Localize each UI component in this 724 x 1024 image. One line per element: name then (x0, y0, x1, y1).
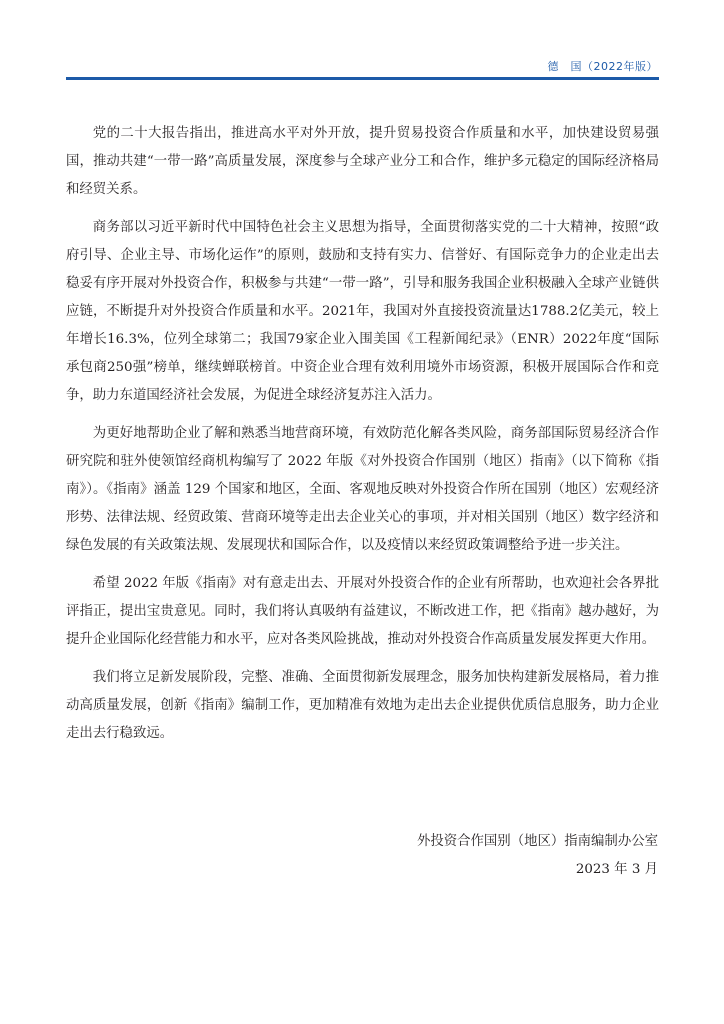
header-divider (66, 77, 659, 80)
signature-organization: 外投资合作国别（地区）指南编制办公室 (416, 834, 658, 849)
signature-date: 2023 年 3 月 (575, 862, 658, 877)
paragraph-2: 商务部以习近平新时代中国特色社会主义思想为指导，全面贯彻落实党的二十大精神，按照“政府引导、企业主导、市场化运作”的原则，鼓励和支持有实力、信誉好、有国际竞争力的企业走出去稳妥有序开展对外投资合作，积极参与共建“一带一路”，引导和服务我国企业积极融入全球产业链供应链，不断提升对外投资合作质量和水平。2021年，我国对外直接投资流量达1788.2亿美元，较上年增长16.3%，位列全球第二；我国79家企业入围美国《工程新闻纪录》（ENR）2022年度“国际承包商250强”榜单，继续蝉联榜首。中资企业合理有效利用境外市场资源，积极开展国际合作和竞争，助力东道国经济社会发展，为促进全球经济复苏注入活力。 (66, 220, 659, 403)
paragraph-3: 为更好地帮助企业了解和熟悉当地营商环境，有效防范化解各类风险，商务部国际贸易经济合作研究院和驻外使领馆经商机构编写了 2022 年版《对外投资合作国别（地区）指南》（以下简称《指南》）。《指南》涵盖 129 个国家和地区，全面、客观地反映对外投资合作所在国别（地区）宏观经济形势、法律法规、经贸政策、营商环境等走出去企业关心的事项，并对相关国别（地区）数字经济和绿色发展的有关政策法规、发展现状和国际合作，以及疫情以来经贸政策调整给予进一步关注。 (66, 426, 659, 553)
page-header-title: 德 国（2022年版） (547, 60, 658, 73)
document-body (66, 120, 659, 758)
paragraph-5: 我们将立足新发展阶段，完整、准确、全面贯彻新发展理念，服务加快构建新发展格局，着力推动高质量发展，创新《指南》编制工作，更加精准有效地为走出去企业提供优质信息服务，助力企业走出去行稳致远。 (66, 670, 659, 741)
paragraph-1: 党的二十大报告指出，推进高水平对外开放，提升贸易投资合作质量和水平，加快建设贸易强国，推动共建“一带一路”高质量发展，深度参与全球产业分工和合作，维护多元稳定的国际经济格局和经贸关系。 (66, 126, 659, 197)
paragraph-4: 希望 2022 年版《指南》对有意走出去、开展对外投资合作的企业有所帮助，也欢迎社会各界批评指正，提出宝贵意见。同时，我们将认真吸纳有益建议，不断改进工作，把《指南》越办越好，为提升企业国际化经营能力和水平，应对各类风险挑战，推动对外投资合作高质量发展发挥更大作用。 (66, 576, 659, 647)
